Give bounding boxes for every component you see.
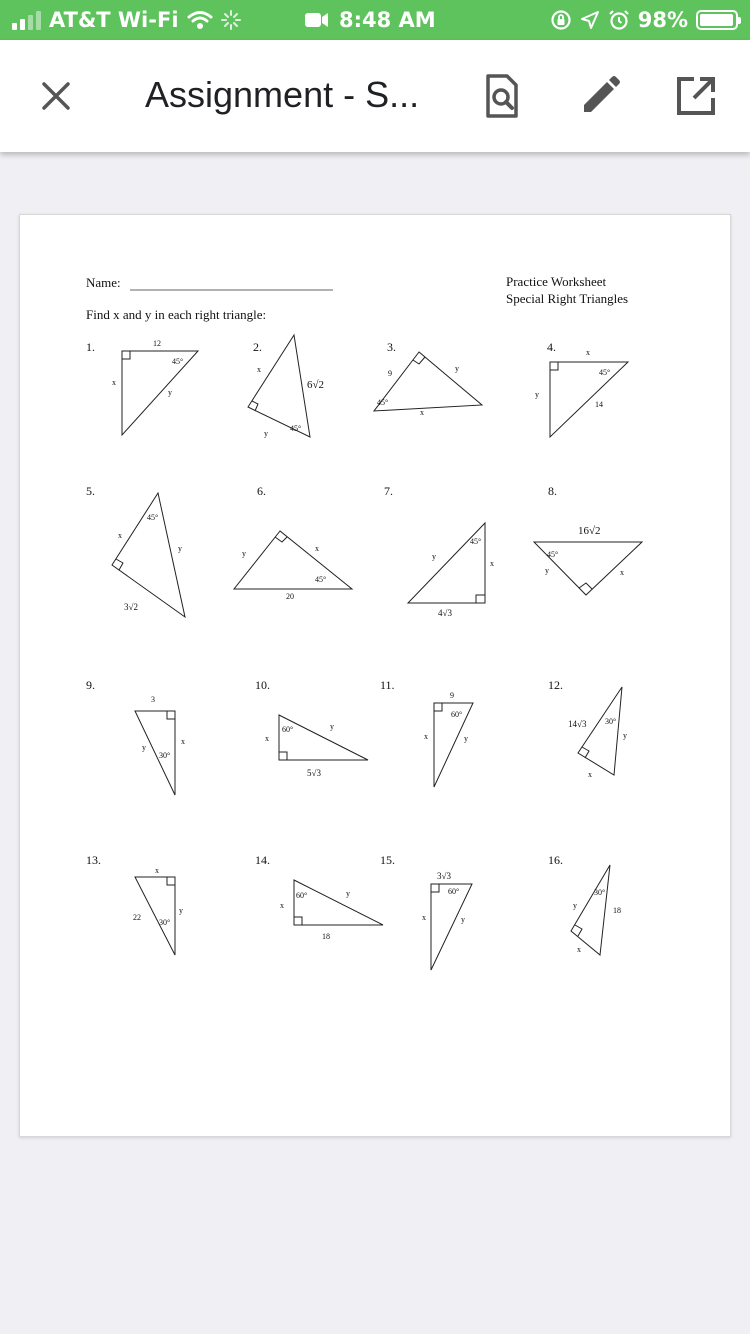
triangle-10 — [279, 715, 368, 760]
location-arrow-icon — [580, 10, 600, 30]
svg-text:y: y — [432, 552, 436, 561]
svg-text:13.: 13. — [86, 853, 101, 867]
alarm-icon — [608, 9, 630, 31]
svg-text:y: y — [455, 364, 459, 373]
status-bar — [0, 0, 750, 40]
triangle-16 — [571, 865, 610, 955]
document-title: Assignment - S... — [145, 74, 420, 115]
svg-text:5√3: 5√3 — [307, 768, 321, 778]
svg-text:x: x — [586, 348, 590, 357]
svg-text:60°: 60° — [296, 891, 308, 900]
triangle-6 — [234, 531, 352, 589]
svg-text:2.: 2. — [253, 340, 262, 354]
status-center — [305, 8, 436, 32]
svg-text:60°: 60° — [282, 725, 294, 734]
svg-text:x: x — [118, 531, 122, 540]
close-icon[interactable] — [34, 74, 78, 118]
edit-icon[interactable] — [576, 72, 624, 120]
svg-text:5.: 5. — [86, 484, 95, 498]
right-angle-mark — [122, 351, 130, 359]
instructions: Find x and y in each right triangle: — [86, 307, 267, 322]
app-bar — [0, 40, 750, 152]
right-angle-mark — [476, 595, 485, 603]
svg-text:3.: 3. — [387, 340, 396, 354]
svg-text:45°: 45° — [599, 368, 611, 377]
svg-text:x: x — [112, 378, 116, 387]
svg-text:45°: 45° — [470, 537, 482, 546]
triangle-14 — [294, 880, 383, 925]
document-page[interactable] — [19, 214, 731, 1137]
svg-text:1.: 1. — [86, 340, 95, 354]
svg-text:x: x — [577, 945, 581, 954]
svg-text:y: y — [535, 390, 539, 399]
svg-text:x: x — [620, 568, 624, 577]
svg-text:y: y — [330, 722, 334, 731]
svg-text:x: x — [490, 559, 494, 568]
svg-text:x: x — [424, 732, 428, 741]
svg-text:y: y — [573, 901, 577, 910]
right-angle-mark — [279, 752, 287, 760]
svg-text:4√3: 4√3 — [438, 608, 452, 618]
wifi-icon — [187, 10, 213, 30]
svg-text:x: x — [257, 365, 261, 374]
svg-text:3: 3 — [151, 695, 155, 704]
svg-text:8.: 8. — [548, 484, 557, 498]
svg-text:11.: 11. — [380, 678, 395, 692]
svg-text:x: x — [588, 770, 592, 779]
svg-text:30°: 30° — [159, 751, 171, 760]
svg-text:x: x — [315, 544, 319, 553]
svg-text:7.: 7. — [384, 484, 393, 498]
svg-text:3√2: 3√2 — [124, 602, 138, 612]
svg-text:y: y — [346, 889, 350, 898]
svg-text:16.: 16. — [548, 853, 563, 867]
svg-text:y: y — [623, 731, 627, 740]
triangle-13 — [135, 877, 175, 955]
svg-text:6.: 6. — [257, 484, 266, 498]
name-label: Name: — [86, 275, 121, 290]
svg-text:30°: 30° — [594, 888, 606, 897]
svg-text:x: x — [155, 866, 159, 875]
right-angle-mark — [575, 925, 582, 936]
svg-text:45°: 45° — [315, 575, 327, 584]
svg-text:14: 14 — [595, 400, 603, 409]
right-angle-mark — [431, 884, 439, 892]
carrier-label: AT&T Wi-Fi — [49, 8, 179, 32]
right-angle-mark — [167, 877, 175, 885]
right-angle-mark — [294, 917, 302, 925]
svg-text:6√2: 6√2 — [307, 379, 325, 391]
svg-text:y: y — [264, 429, 268, 438]
triangle-12 — [578, 687, 622, 775]
svg-text:y: y — [545, 566, 549, 575]
open-in-new-icon[interactable] — [672, 72, 720, 120]
triangle-3 — [374, 352, 482, 411]
worksheet-heading-2: Special Right Triangles — [506, 291, 629, 306]
svg-text:18: 18 — [322, 932, 330, 941]
svg-text:60°: 60° — [451, 710, 463, 719]
triangle-1 — [122, 351, 198, 435]
svg-text:x: x — [422, 913, 426, 922]
svg-text:y: y — [142, 743, 146, 752]
svg-text:9: 9 — [450, 691, 454, 700]
problem-numbers — [86, 340, 563, 867]
rotation-lock-icon — [550, 9, 572, 31]
right-angle-mark — [579, 583, 592, 589]
worksheet-heading-1: Practice Worksheet — [506, 274, 607, 289]
svg-text:20: 20 — [286, 592, 294, 601]
svg-text:12.: 12. — [548, 678, 563, 692]
svg-text:30°: 30° — [159, 918, 171, 927]
svg-text:60°: 60° — [448, 887, 460, 896]
right-angle-mark — [275, 537, 287, 542]
status-right — [550, 8, 738, 32]
svg-text:y: y — [178, 544, 182, 553]
svg-text:10.: 10. — [255, 678, 270, 692]
find-in-page-icon[interactable] — [478, 72, 526, 120]
right-angle-mark — [434, 703, 442, 711]
svg-text:45°: 45° — [290, 424, 302, 433]
battery-percent: 98% — [637, 8, 688, 32]
svg-text:30°: 30° — [605, 717, 617, 726]
svg-text:16√2: 16√2 — [578, 525, 601, 537]
svg-text:45°: 45° — [172, 357, 184, 366]
svg-text:14√3: 14√3 — [568, 719, 587, 729]
battery-icon — [696, 10, 738, 30]
right-angle-mark — [167, 711, 175, 719]
svg-text:9.: 9. — [86, 678, 95, 692]
svg-text:45°: 45° — [377, 398, 389, 407]
svg-text:15.: 15. — [380, 853, 395, 867]
svg-text:x: x — [280, 901, 284, 910]
triangle-7 — [408, 523, 485, 603]
svg-text:y: y — [242, 549, 246, 558]
svg-text:y: y — [461, 915, 465, 924]
svg-text:9: 9 — [388, 369, 392, 378]
svg-text:y: y — [168, 388, 172, 397]
svg-text:x: x — [181, 737, 185, 746]
triangle-15 — [431, 884, 472, 970]
right-angle-mark — [550, 362, 558, 370]
svg-text:4.: 4. — [547, 340, 556, 354]
status-left — [12, 8, 241, 32]
svg-text:3√3: 3√3 — [437, 871, 451, 881]
clock: 8:48 AM — [339, 8, 436, 32]
triangle-4 — [550, 362, 628, 437]
svg-text:y: y — [179, 906, 183, 915]
activity-spinner-icon — [221, 10, 241, 30]
svg-text:22: 22 — [133, 913, 141, 922]
svg-text:y: y — [464, 734, 468, 743]
svg-text:x: x — [265, 734, 269, 743]
svg-text:12: 12 — [153, 339, 161, 348]
battery-level-fill — [700, 14, 733, 26]
cellular-signal-icon — [12, 10, 41, 30]
svg-text:14.: 14. — [255, 853, 270, 867]
svg-text:45°: 45° — [547, 550, 559, 559]
video-call-icon — [305, 12, 329, 28]
worksheet — [20, 215, 732, 1138]
svg-text:x: x — [420, 408, 424, 417]
svg-text:18: 18 — [613, 906, 621, 915]
triangle-5 — [112, 493, 185, 617]
svg-text:45°: 45° — [147, 513, 159, 522]
